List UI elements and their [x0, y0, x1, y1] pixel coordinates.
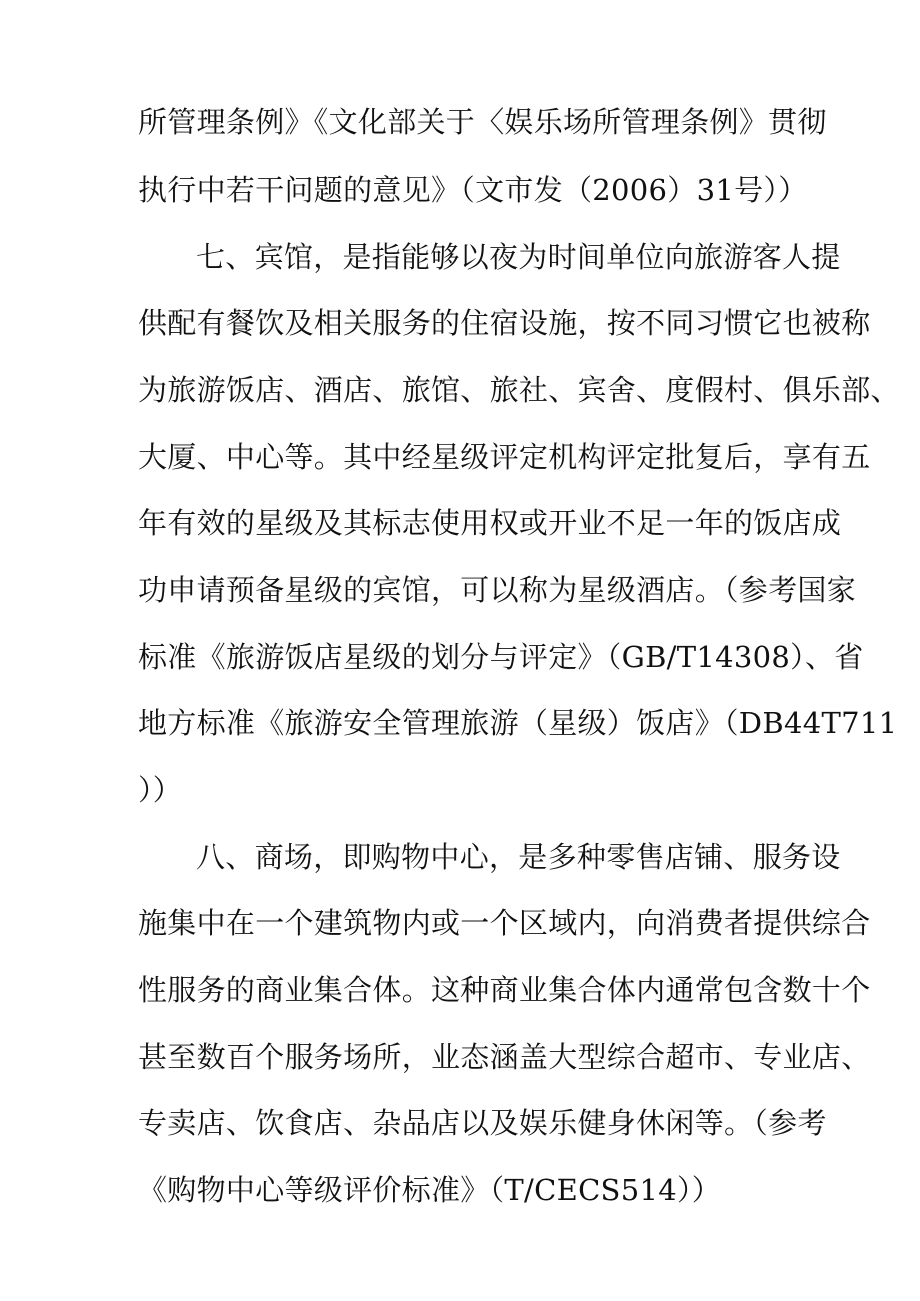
paragraph-line: 性服务的商业集合体。这种商业集合体内通常包含数十个 [138, 973, 871, 1007]
paragraph-line: 年有效的星级及其标志使用权或开业不足一年的饭店成 [138, 506, 842, 540]
paragraph-line: ）） [138, 773, 183, 807]
paragraph-line: 施集中在一个建筑物内或一个区域内，向消费者提供综合 [138, 906, 871, 940]
paragraph-line: 专卖店、饮食店、杂品店以及娱乐健身休闲等。（参考 [138, 1106, 827, 1140]
paragraph-line: 甚至数百个服务场所，业态涵盖大型综合超市、专业店、 [138, 1040, 871, 1074]
paragraph-line: 标准《旅游饭店星级的划分与评定》（GB/T14308）、省 [138, 640, 864, 674]
paragraph-line: 地方标准《旅游安全管理旅游（星级）饭店》（DB44T711 [138, 706, 898, 740]
paragraph-line: 供配有餐饮及相关服务的住宿设施，按不同习惯它也被称 [138, 306, 871, 340]
paragraph-line: 为旅游饭店、酒店、旅馆、旅社、宾舍、度假村、俱乐部、 [138, 373, 900, 407]
paragraph-line: 大厦、中心等。其中经星级评定机构评定批复后，享有五 [138, 440, 871, 474]
paragraph-line: 七、宾馆，是指能够以夜为时间单位向旅游客人提 [196, 240, 841, 274]
paragraph-line: 执行中若干问题的意见》（文市发（2006）31号）） [138, 173, 808, 207]
paragraph-line: 八、商场，即购物中心，是多种零售店铺、服务设 [196, 840, 841, 874]
paragraph-line: 功申请预备星级的宾馆，可以称为星级酒店。（参考国家 [138, 573, 857, 607]
paragraph-line: 《购物中心等级评价标准》（T/CECS514）） [138, 1173, 722, 1207]
paragraph-line: 所管理条例》《文化部关于〈娱乐场所管理条例》贯彻 [138, 105, 827, 139]
